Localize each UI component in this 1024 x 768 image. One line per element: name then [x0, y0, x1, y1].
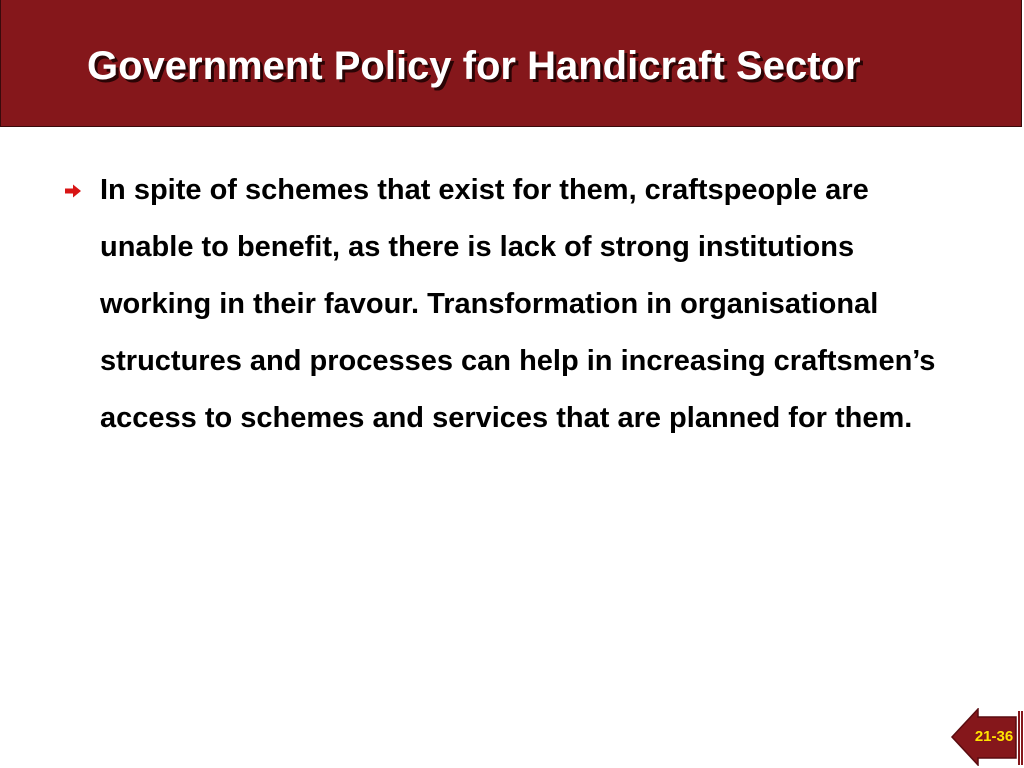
- slide-title: Government Policy for Handicraft Sector: [87, 44, 861, 88]
- page-number-badge: [948, 708, 1024, 766]
- bullet-text: In spite of schemes that exist for them, craftspeople are unable to benefit, as there is lack of strong institutions working in their favour. Transformation in organisational structures and processes can help in increasing craftsmen’s access to schemes and services that are planned for them.: [100, 174, 936, 434]
- page-number: 21-36: [974, 728, 1014, 745]
- title-bar: [0, 0, 1022, 127]
- arrow-right-icon: [64, 184, 82, 198]
